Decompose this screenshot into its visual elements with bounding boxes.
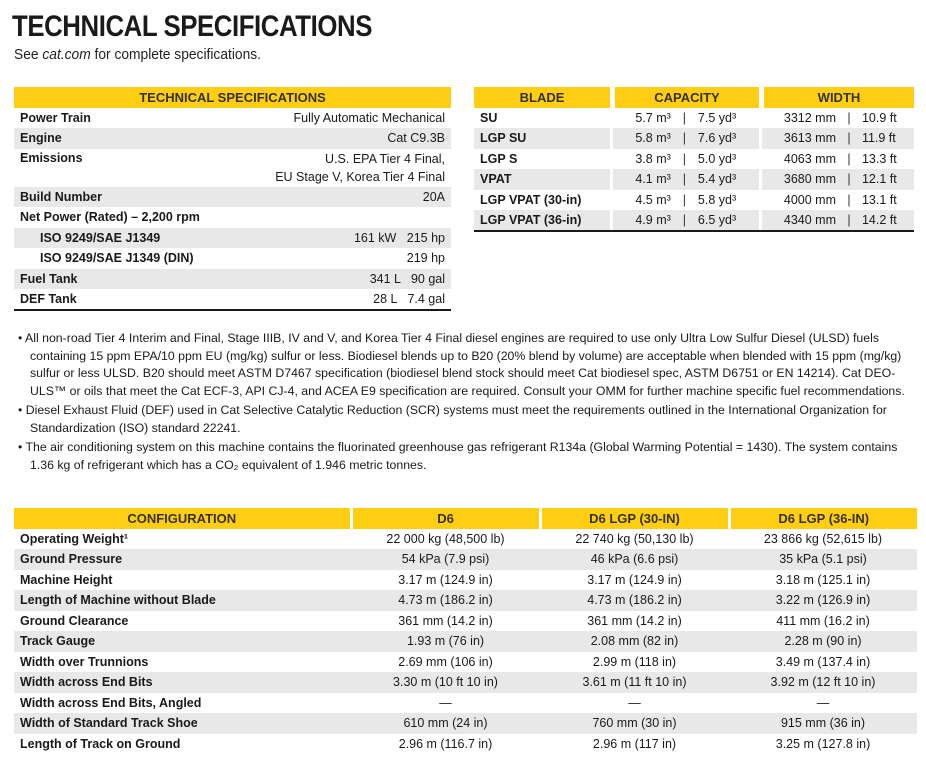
config-label: Width of Standard Track Shoe <box>14 713 351 734</box>
blade-capacity-separator: | <box>682 110 686 125</box>
tech-spec-label: Net Power (Rated) – 2,200 rpm <box>20 210 200 225</box>
configuration-row <box>14 631 917 652</box>
blade-width-separator: | <box>842 210 856 231</box>
config-lgp36-value: 2.28 m (90 in) <box>729 631 917 652</box>
width-heading: WIDTH <box>762 87 914 108</box>
configuration-heading: CONFIGURATION <box>14 508 351 529</box>
tech-spec-row <box>14 269 451 290</box>
blade-capacity-metric: 4.5 m³ <box>635 192 671 207</box>
configuration-row <box>14 734 917 755</box>
config-lgp36-value: 23 866 kg (52,615 lb) <box>763 531 883 546</box>
config-label: Width across End Bits, Angled <box>20 695 202 710</box>
blade-row <box>474 108 914 129</box>
blade-capacity-imperial: 5.8 yd³ <box>697 192 737 207</box>
blade-name: LGP VPAT (30-in) <box>480 192 582 207</box>
blade-row <box>474 169 914 190</box>
tech-spec-value-line2: EU Stage V, Korea Tier 4 Final <box>275 169 445 184</box>
configuration-row <box>14 713 917 734</box>
config-lgp30-value: 3.17 m (124.9 in) <box>587 572 682 587</box>
configuration-row <box>14 611 917 632</box>
config-label: Width across End Bits <box>14 672 351 693</box>
blade-bottom-rule <box>474 230 914 232</box>
d6-lgp30-heading: D6 LGP (30-IN) <box>540 508 729 529</box>
tech-specs-heading: TECHNICAL SPECIFICATIONS <box>14 87 451 108</box>
tech-spec-row <box>14 289 451 310</box>
tech-specs-body <box>14 108 451 310</box>
blade-capacity-separator: | <box>677 169 692 190</box>
config-d6-value: 610 mm (24 in) <box>351 713 540 734</box>
note-ulsd: • All non-road Tier 4 Interim and Final, Stage IIIB, IV and V, and Korea Tier 4 Final diesel engines are required to use only Ultra Low Sulfur Diesel (ULSD) fuels containing 15 ppm EPA/10 ppm EU (mg/kg) sulfur or less. Biodiesel blends up to B20 (20% blend by volume) are acceptable when blended with 15 ppm (mg/kg) sulfur or less ULSD. B20 should meet ASTM D7467 specification (biodiesel blend stock should meet Cat biodiesel spec, ASTM D6751 or EN 14214). Cat DEO-ULS™ or oils that meet the Cat ECF-3, API CJ-4, and ACEA E9 specification are required. Consult your OMM for further machine specific fuel recommendations. <box>18 331 905 398</box>
config-label: Ground Clearance <box>20 613 129 628</box>
blade-capacity-separator: | <box>677 128 692 149</box>
d6-heading: D6 <box>351 508 540 529</box>
configuration-row <box>14 529 917 550</box>
config-lgp36-value: 3.49 m (137.4 in) <box>775 654 871 669</box>
config-d6-value: — <box>439 695 452 710</box>
config-label: Operating Weight¹ <box>20 531 129 546</box>
tech-spec-row <box>14 207 451 228</box>
blade-capacity-imperial: 5.4 yd³ <box>692 169 760 190</box>
blade-capacity-imperial: 7.6 yd³ <box>692 128 760 149</box>
note-def: • Diesel Exhaust Fluid (DEF) used in Cat Selective Catalytic Reduction (SCR) systems must meet the requirements outlined in the International Organization for Standardization (ISO) standard 22241. <box>18 403 887 435</box>
blade-width-imperial: 11.9 ft <box>856 128 914 149</box>
config-lgp30-value: 760 mm (30 in) <box>540 713 729 734</box>
config-lgp36-value: 35 kPa (5.1 psi) <box>729 549 917 570</box>
blade-width-metric: 4340 mm <box>762 210 842 231</box>
blade-heading: BLADE <box>474 87 610 108</box>
config-lgp36-value: 3.92 m (12 ft 10 in) <box>729 672 917 693</box>
tech-spec-label: DEF Tank <box>20 292 77 307</box>
config-label: Machine Height <box>20 572 113 587</box>
cat-com-link[interactable]: cat.com <box>42 46 91 63</box>
blade-name: LGP VPAT (36-in) <box>474 210 610 231</box>
blade-body <box>474 108 914 231</box>
configuration-body <box>14 529 917 755</box>
tech-spec-row <box>14 187 451 208</box>
tech-spec-value-line1: U.S. EPA Tier 4 Final, <box>325 151 445 166</box>
config-d6-value: 4.73 m (186.2 in) <box>351 590 540 611</box>
configuration-row <box>14 672 917 693</box>
note-refrigerant: • The air conditioning system on this machine contains the fluorinated greenhouse gas refrigerant R134a (Global Warming Potential = 1430). The system contains 1.36 kg of refrigerant which has a CO₂ equivalent of 1.946 metric tonnes. <box>18 440 898 472</box>
configuration-row <box>14 549 917 570</box>
config-label: Track Gauge <box>14 631 351 652</box>
config-label: Ground Pressure <box>14 549 351 570</box>
tech-spec-value <box>238 149 451 187</box>
blade-width-separator: | <box>847 192 851 207</box>
config-lgp30-value: 2.08 mm (82 in) <box>540 631 729 652</box>
tech-spec-value: 219 hp <box>406 251 445 266</box>
blade-width-imperial: 13.1 ft <box>861 192 897 207</box>
blade-name: SU <box>480 110 498 125</box>
blade-capacity-separator: | <box>682 192 686 207</box>
config-d6-value: 2.96 m (116.7 in) <box>398 736 493 751</box>
configuration-table <box>14 508 917 754</box>
blade-capacity-separator: | <box>677 210 692 231</box>
tech-spec-row <box>14 108 451 129</box>
config-d6-value: 22 000 kg (48,500 lb) <box>386 531 505 546</box>
configuration-row <box>14 652 917 673</box>
blade-name: LGP S <box>480 151 518 166</box>
blade-width-imperial: 13.3 ft <box>861 151 897 166</box>
configuration-row <box>14 693 917 714</box>
blade-capacity-separator: | <box>682 151 686 166</box>
blade-capacity-imperial: 6.5 yd³ <box>692 210 760 231</box>
blade-width-metric: 4000 mm <box>783 192 836 207</box>
tech-spec-value: Cat C9.3B <box>238 128 451 149</box>
blade-capacity-metric: 5.8 m³ <box>613 128 677 149</box>
blade-width-metric: 3680 mm <box>762 169 842 190</box>
config-lgp30-value: — <box>628 695 641 710</box>
configuration-row <box>14 590 917 611</box>
subtitle-suffix: for complete specifications. <box>90 46 261 63</box>
page-subtitle <box>14 46 261 63</box>
config-lgp30-value: 3.61 m (11 ft 10 in) <box>540 672 729 693</box>
tech-spec-row <box>14 228 451 249</box>
tech-spec-row <box>14 248 451 269</box>
blade-width-separator: | <box>847 110 851 125</box>
subtitle-prefix: See <box>14 46 43 63</box>
config-lgp30-value: 22 740 kg (50,130 lb) <box>575 531 694 546</box>
blade-width-metric: 4063 mm <box>783 151 836 166</box>
blade-row <box>474 128 914 149</box>
config-d6-value: 54 kPa (7.9 psi) <box>351 549 540 570</box>
blade-width-separator: | <box>842 169 856 190</box>
blade-row <box>474 149 914 170</box>
config-d6-value: 1.93 m (76 in) <box>351 631 540 652</box>
blade-width-separator: | <box>842 128 856 149</box>
blade-width-separator: | <box>847 151 851 166</box>
config-lgp36-value: — <box>816 695 830 710</box>
tech-spec-label: Engine <box>14 128 238 149</box>
blade-width-imperial: 14.2 ft <box>856 210 914 231</box>
blade-width-metric: 3312 mm <box>783 110 836 125</box>
configuration-row <box>14 570 917 591</box>
tech-spec-label: Power Train <box>20 110 91 125</box>
page-title: TECHNICAL SPECIFICATIONS <box>12 10 372 43</box>
tech-spec-value <box>238 207 451 228</box>
technical-specifications-table <box>14 87 451 310</box>
tech-spec-value: Fully Automatic Mechanical <box>293 110 445 125</box>
blade-capacity-imperial: 5.0 yd³ <box>697 151 737 166</box>
blade-row <box>474 210 914 231</box>
footnotes <box>18 330 918 476</box>
blade-capacity-metric: 4.9 m³ <box>613 210 677 231</box>
tech-spec-label: Fuel Tank <box>14 269 238 290</box>
config-lgp30-value: 46 kPa (6.6 psi) <box>540 549 729 570</box>
blade-capacity-metric: 3.8 m³ <box>635 151 671 166</box>
blade-capacity-imperial: 7.5 yd³ <box>697 110 737 125</box>
config-lgp30-value: 4.73 m (186.2 in) <box>540 590 729 611</box>
tech-spec-row <box>14 149 451 187</box>
blade-name: LGP SU <box>474 128 610 149</box>
tech-specs-bottom-rule <box>14 309 451 311</box>
tech-spec-label: ISO 9249/SAE J1349 (DIN) <box>40 251 194 266</box>
config-label: Length of Machine without Blade <box>14 590 351 611</box>
blade-width-imperial: 12.1 ft <box>856 169 914 190</box>
config-lgp36-value: 915 mm (36 in) <box>729 713 917 734</box>
d6-lgp36-heading: D6 LGP (36-IN) <box>729 508 917 529</box>
config-d6-value: 3.30 m (10 ft 10 in) <box>351 672 540 693</box>
tech-spec-label: ISO 9249/SAE J1349 <box>14 228 238 249</box>
config-lgp36-value: 3.22 m (126.9 in) <box>729 590 917 611</box>
tech-spec-value: 161 kW 215 hp <box>238 228 451 249</box>
config-lgp30-value: 361 mm (14.2 in) <box>587 613 682 628</box>
tech-spec-label: Build Number <box>14 187 238 208</box>
blade-capacity-metric: 4.1 m³ <box>613 169 677 190</box>
tech-spec-value: 341 L 90 gal <box>238 269 451 290</box>
config-lgp36-value: 3.25 m (127.8 in) <box>775 736 871 751</box>
config-d6-value: 2.69 mm (106 in) <box>398 654 493 669</box>
tech-spec-value: 28 L 7.4 gal <box>373 292 445 307</box>
config-label: Length of Track on Ground <box>20 736 181 751</box>
blade-row <box>474 190 914 211</box>
blade-name: VPAT <box>474 169 610 190</box>
config-d6-value: 3.17 m (124.9 in) <box>398 572 493 587</box>
blade-width-metric: 3613 mm <box>762 128 842 149</box>
tech-spec-label: Emissions <box>20 150 83 165</box>
config-lgp30-value: 2.99 m (118 in) <box>592 654 677 669</box>
config-d6-value: 361 mm (14.2 in) <box>398 613 493 628</box>
capacity-heading: CAPACITY <box>613 87 759 108</box>
blade-table <box>474 87 914 231</box>
config-lgp36-value: 3.18 m (125.1 in) <box>775 572 871 587</box>
config-lgp36-value: 411 mm (16.2 in) <box>776 613 870 628</box>
tech-spec-value: 20A <box>238 187 451 208</box>
config-lgp30-value: 2.96 m (117 in) <box>592 736 677 751</box>
blade-width-imperial: 10.9 ft <box>861 110 897 125</box>
config-label: Width over Trunnions <box>20 654 149 669</box>
tech-spec-row <box>14 128 451 149</box>
blade-capacity-metric: 5.7 m³ <box>635 110 671 125</box>
